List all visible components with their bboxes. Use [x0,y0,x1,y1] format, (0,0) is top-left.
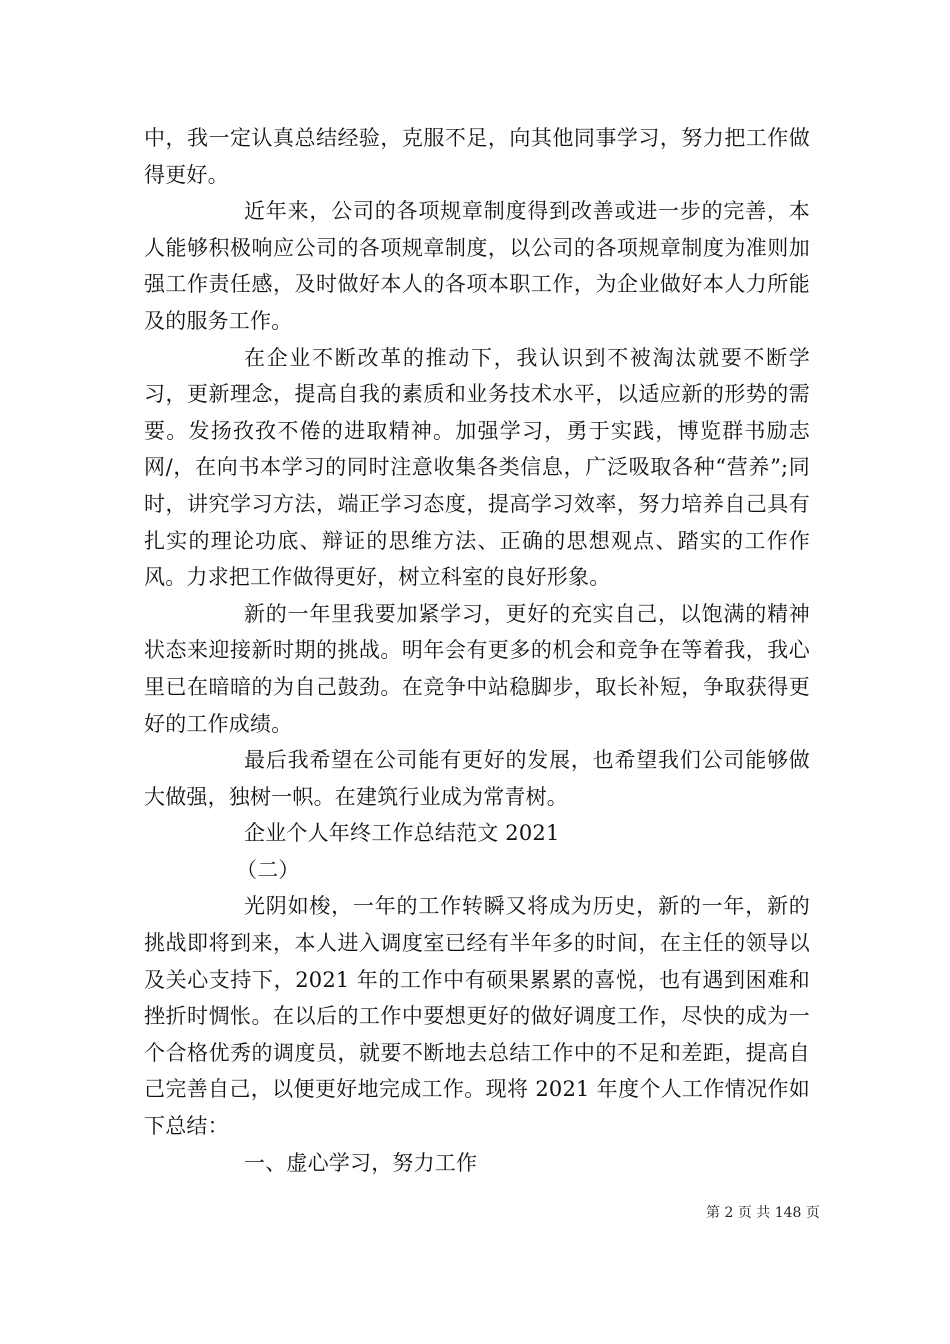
section-title: 企业个人年终工作总结范文 2021 [244,821,560,846]
paragraph-learning: 在企业不断改革的推动下，我认识到不被淘汰就要不断学习，更新理念，提高自我的素质和业务技术水平，以适应新的形势的需要。发扬孜孜不倦的进取精神。加强学习，勇于实践，博览群书励志网/，在向书本学习的同时注意收集各类信息，广泛吸取各种“营养”;同时，讲究学习方法，端正学习态度，提高学习效率，努力培养自己具有扎实的理论功底、辩证的思维方法、正确的思想观点、踏实的工作作风。力求把工作做得更好，树立科室的良好形象。 [144,345,810,590]
document-body [144,120,810,1181]
page-number: 第 2 页 共 148 页 [706,1205,820,1221]
paragraph-continuation: 中，我一定认真总结经验，克服不足，向其他同事学习，努力把工作做得更好。 [144,126,810,187]
section-subtitle: （二） [236,857,300,882]
paragraph-regulations: 近年来，公司的各项规章制度得到改善或进一步的完善，本人能够积极响应公司的各项规章制度，以公司的各项规章制度为准则加强工作责任感，及时做好本人的各项本职工作，为企业做好本人力所能及的服务工作。 [144,199,810,333]
paragraph-closing: 最后我希望在公司能有更好的发展，也希望我们公司能够做大做强，独树一帜。在建筑行业成为常青树。 [144,748,810,809]
section-heading-1: 一、虚心学习，努力工作 [244,1150,478,1175]
paragraph-new-year: 新的一年里我要加紧学习，更好的充实自己，以饱满的精神状态来迎接新时期的挑战。明年会有更多的机会和竞争在等着我，我心里已在暗暗的为自己鼓劲。在竞争中站稳脚步，取长补短，争取获得更好的工作成绩。 [144,601,810,736]
paragraph-intro-2021: 光阴如梭，一年的工作转瞬又将成为历史，新的一年，新的挑战即将到来，本人进入调度室已经有半年多的时间，在主任的领导以及关心支持下，2021 年的工作中有硕果累累的喜悦，也有遇到困难和挫折时惆怅。在以后的工作中要想更好的做好调度工作，尽快的成为一个合格优秀的调度员，就要不断地去总结工作中的不足和差距，提高自己完善自己，以便更好地完成工作。现将 2021 年度个人工作情况作如下总结： [144,894,810,1139]
